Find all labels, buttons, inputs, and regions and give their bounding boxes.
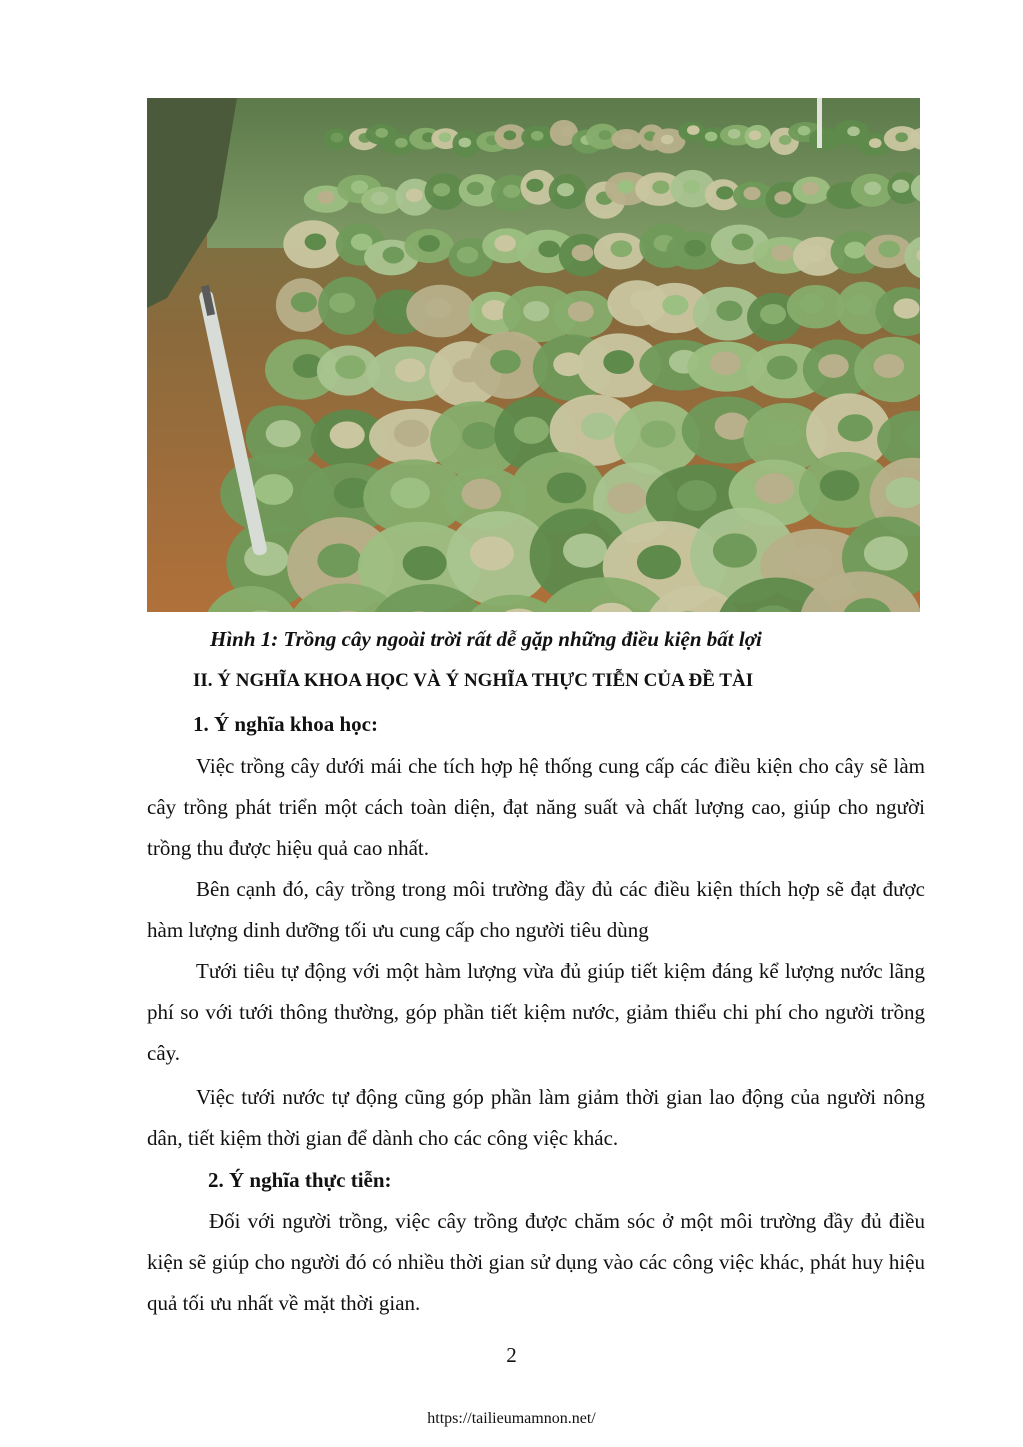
cabbage-field-photo (147, 98, 920, 612)
paragraph: Việc tưới nước tự động cũng góp phần làm giảm thời gian lao động của người nông dân, tiết kiệm thời gian để dành cho các công việc khác. (147, 1085, 925, 1150)
paragraph: Việc trồng cây dưới mái che tích hợp hệ thống cung cấp các điều kiện cho cây sẽ làm cây trồng phát triển một cách toàn diện, đạt năng suất và chất lượng cao, giúp cho người trồng thu được hiệu quả cao nhất. (147, 754, 925, 860)
page-number: 2 (506, 1343, 517, 1367)
paragraph: Bên cạnh đó, cây trồng trong môi trường đầy đủ các điều kiện thích hợp sẽ đạt được hàm lượng dinh dưỡng tối ưu cung cấp cho người tiêu dùng (147, 877, 925, 942)
paragraph: Tưới tiêu tự động với một hàm lượng vừa đủ giúp tiết kiệm đáng kể lượng nước lãng phí so với tưới thông thường, góp phần tiết kiệm nước, giảm thiểu chi phí cho người trồng cây. (147, 959, 925, 1065)
subsection-title-practice: 2. Ý nghĩa thực tiễn: (208, 1168, 392, 1192)
footer-url: https://tailieumamnon.net/ (427, 1410, 596, 1427)
figure-caption: Hình 1: Trồng cây ngoài trời rất dễ gặp những điều kiện bất lợi (210, 627, 762, 651)
paragraph: Đối với người trồng, việc cây trồng được chăm sóc ở một môi trường đầy đủ điều kiện sẽ giúp cho người đó có nhiều thời gian sử dụng vào các công việc khác, phát huy hiệu quả tối ưu nhất về mặt thời gian. (147, 1209, 925, 1315)
subsection-title-science: 1. Ý nghĩa khoa học: (193, 712, 378, 736)
section-heading: II. Ý NGHĨA KHOA HỌC VÀ Ý NGHĨA THỰC TIỄN CỦA ĐỀ TÀI (193, 670, 754, 691)
